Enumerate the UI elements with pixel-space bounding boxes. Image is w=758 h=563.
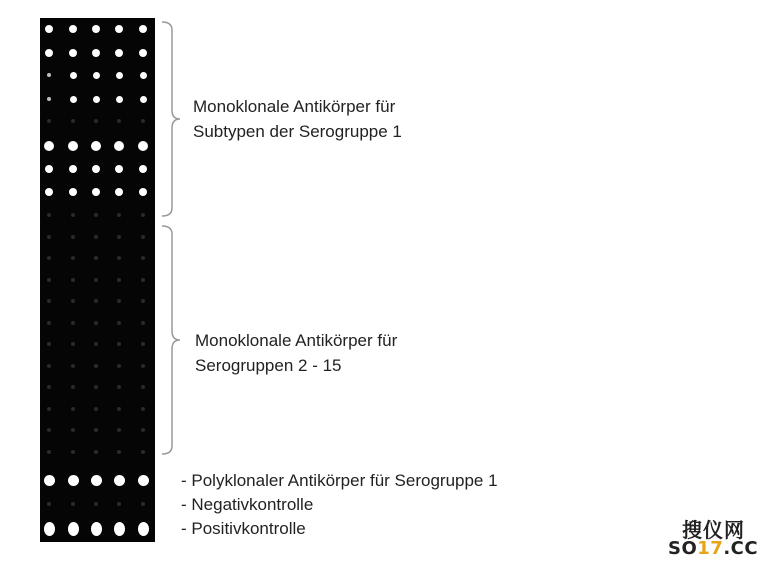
watermark-chinese: 搜仪网 xyxy=(682,518,745,542)
array-spot xyxy=(117,502,121,506)
group-1-label-line-2: Subtypen der Serogruppe 1 xyxy=(193,122,402,141)
array-spot xyxy=(117,385,121,389)
array-spot xyxy=(71,502,75,506)
array-spot xyxy=(141,385,145,389)
array-spot xyxy=(91,141,101,151)
legend-polyclonal: - Polyklonaler Antikörper für Serogruppe 1 xyxy=(181,471,498,490)
array-spot xyxy=(116,96,123,103)
array-spot xyxy=(71,256,75,260)
array-spot xyxy=(117,321,121,325)
array-spot xyxy=(71,321,75,325)
array-spot xyxy=(94,385,98,389)
array-spot xyxy=(141,235,145,239)
array-spot xyxy=(92,165,100,173)
array-spot xyxy=(70,72,77,79)
array-spot xyxy=(114,475,125,486)
microarray-image xyxy=(40,18,155,542)
array-spot xyxy=(139,165,147,173)
array-spot xyxy=(139,49,147,57)
array-spot xyxy=(117,119,121,123)
group-2-label xyxy=(195,328,397,378)
array-spot xyxy=(117,364,121,368)
array-spot xyxy=(117,278,121,282)
array-spot xyxy=(114,141,124,151)
array-spot xyxy=(141,364,145,368)
array-spot xyxy=(91,522,102,536)
array-spot xyxy=(71,364,75,368)
array-spot xyxy=(71,407,75,411)
array-spot xyxy=(92,188,100,196)
array-spot xyxy=(45,49,53,57)
array-spot xyxy=(47,407,51,411)
array-spot xyxy=(117,428,121,432)
watermark-latin-suffix: .CC xyxy=(723,538,758,559)
array-spot xyxy=(45,25,53,33)
array-spot xyxy=(91,475,102,486)
array-spot xyxy=(44,141,54,151)
array-spot xyxy=(71,119,75,123)
array-spot xyxy=(47,256,51,260)
array-spot xyxy=(139,25,147,33)
watermark-latin-prefix: SO xyxy=(668,538,698,559)
array-spot xyxy=(47,299,51,303)
array-spot xyxy=(116,72,123,79)
array-spot xyxy=(138,522,149,536)
group-1-label-line-1: Monoklonale Antikörper für xyxy=(193,97,396,116)
array-spot xyxy=(141,428,145,432)
array-spot xyxy=(94,364,98,368)
array-spot xyxy=(141,342,145,346)
array-spot xyxy=(94,450,98,454)
array-spot xyxy=(115,49,123,57)
array-spot xyxy=(94,235,98,239)
array-spot xyxy=(94,407,98,411)
array-spot xyxy=(141,407,145,411)
array-spot xyxy=(45,165,53,173)
brace-group-2 xyxy=(160,224,184,456)
array-spot xyxy=(69,188,77,196)
array-spot xyxy=(71,235,75,239)
array-spot xyxy=(141,321,145,325)
array-spot xyxy=(94,213,98,217)
array-spot xyxy=(140,96,147,103)
array-spot xyxy=(141,450,145,454)
array-spot xyxy=(69,49,77,57)
group-2-label-line-1: Monoklonale Antikörper für xyxy=(195,331,398,350)
array-spot xyxy=(44,475,55,486)
array-spot xyxy=(92,49,100,57)
array-spot xyxy=(93,96,100,103)
brace-group-1 xyxy=(160,20,184,218)
array-spot xyxy=(94,278,98,282)
array-spot xyxy=(117,407,121,411)
array-spot xyxy=(47,450,51,454)
array-spot xyxy=(141,299,145,303)
array-spot xyxy=(94,119,98,123)
array-spot xyxy=(69,25,77,33)
array-spot xyxy=(47,342,51,346)
array-spot xyxy=(117,213,121,217)
array-spot xyxy=(47,385,51,389)
array-spot xyxy=(71,342,75,346)
array-spot xyxy=(139,188,147,196)
array-spot xyxy=(138,141,148,151)
array-spot xyxy=(68,475,79,486)
array-spot xyxy=(47,321,51,325)
array-spot xyxy=(71,428,75,432)
array-spot xyxy=(115,25,123,33)
array-spot xyxy=(69,165,77,173)
array-spot xyxy=(94,321,98,325)
array-spot xyxy=(141,213,145,217)
array-spot xyxy=(47,502,51,506)
array-spot xyxy=(47,428,51,432)
array-spot xyxy=(47,213,51,217)
array-spot xyxy=(47,235,51,239)
array-spot xyxy=(138,475,149,486)
array-spot xyxy=(115,165,123,173)
array-spot xyxy=(71,299,75,303)
array-spot xyxy=(114,522,125,536)
array-spot xyxy=(140,72,147,79)
array-spot xyxy=(141,256,145,260)
array-spot xyxy=(47,73,51,77)
array-spot xyxy=(68,522,79,536)
array-spot xyxy=(94,256,98,260)
array-spot xyxy=(141,278,145,282)
array-spot xyxy=(117,342,121,346)
array-spot xyxy=(117,256,121,260)
array-spot xyxy=(94,502,98,506)
array-spot xyxy=(47,97,51,101)
array-spot xyxy=(45,188,53,196)
watermark-latin-accent: 17 xyxy=(697,538,724,559)
group-1-label xyxy=(193,94,402,144)
array-spot xyxy=(94,299,98,303)
group-2-label-line-2: Serogruppen 2 - 15 xyxy=(195,356,342,375)
array-spot xyxy=(94,428,98,432)
watermark-logo xyxy=(660,512,758,563)
array-spot xyxy=(141,502,145,506)
array-spot xyxy=(47,278,51,282)
array-spot xyxy=(71,450,75,454)
array-spot xyxy=(47,364,51,368)
array-spot xyxy=(71,213,75,217)
array-spot xyxy=(115,188,123,196)
array-spot xyxy=(44,522,55,536)
array-spot xyxy=(47,119,51,123)
array-spot xyxy=(141,119,145,123)
array-spot xyxy=(117,299,121,303)
array-spot xyxy=(68,141,78,151)
array-spot xyxy=(92,25,100,33)
watermark-latin xyxy=(668,538,758,559)
array-spot xyxy=(94,342,98,346)
array-spot xyxy=(117,235,121,239)
legend-positive-control: - Positivkontrolle xyxy=(181,519,306,538)
array-spot xyxy=(71,385,75,389)
array-spot xyxy=(70,96,77,103)
legend-negative-control: - Negativkontrolle xyxy=(181,495,314,514)
array-spot xyxy=(117,450,121,454)
array-spot xyxy=(71,278,75,282)
array-spot xyxy=(93,72,100,79)
